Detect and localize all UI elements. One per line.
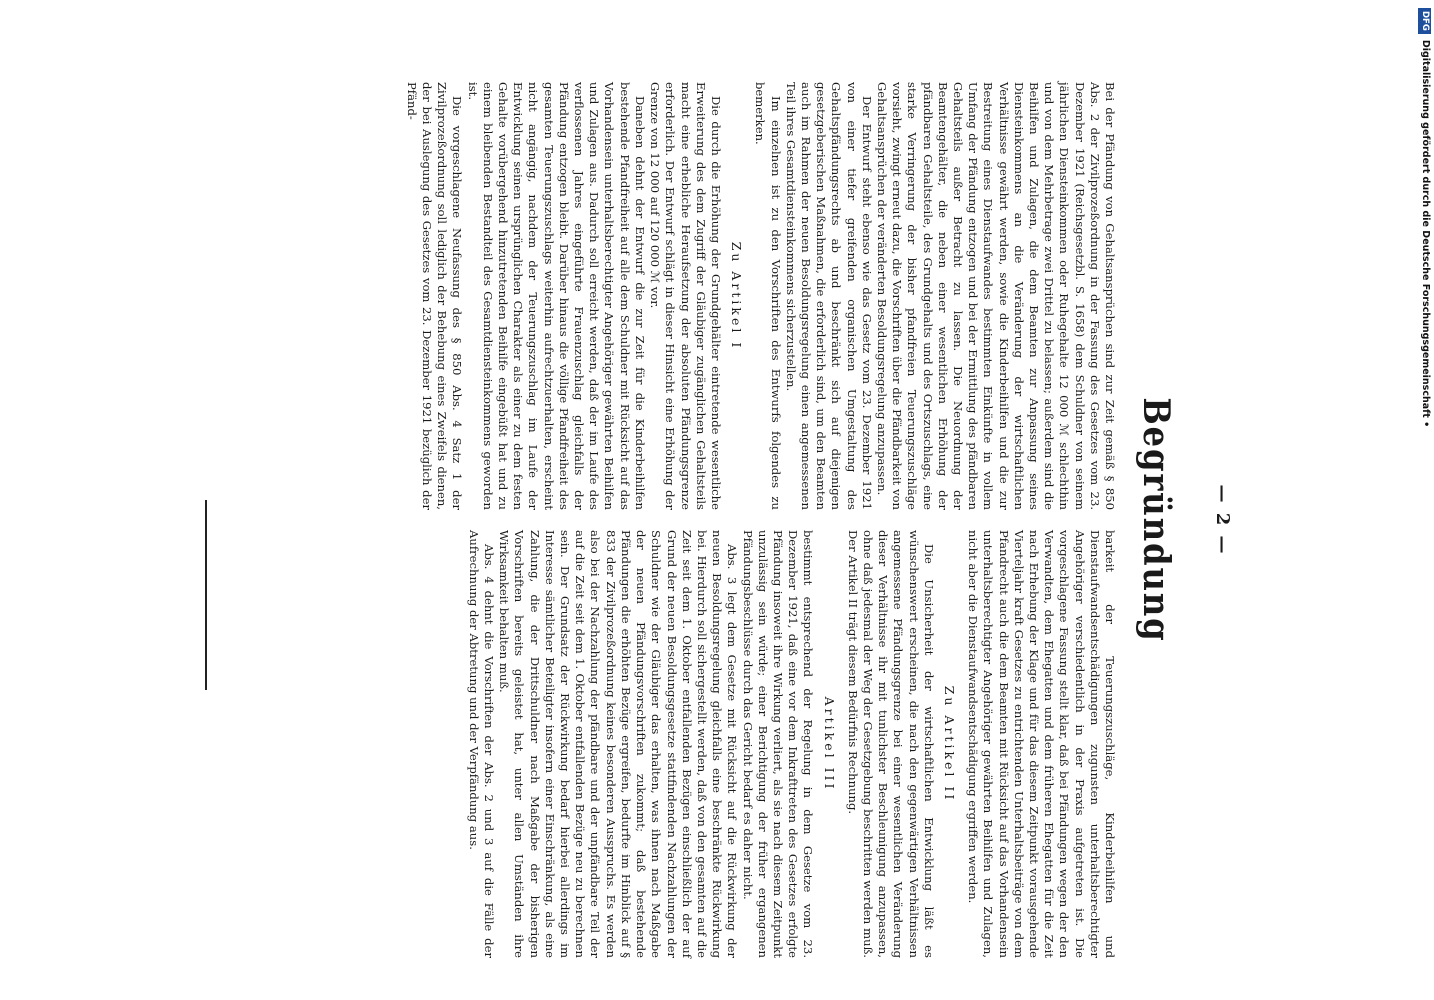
section-heading-artikel-2: Zu Artikel II — [941, 685, 957, 803]
paragraph: Im einzelnen ist zu den Vorschriften des Entwurfs folgendes zu bemerken. — [753, 82, 783, 510]
dfg-logo-icon: DFG — [1419, 8, 1432, 34]
paragraph: Abs. 3 legt dem Gesetze mit Rücksicht auf die Rückwirkung der neuen Besoldungsregelung gleichfalls eine beschränkte Rückwirkung bei. Hierdurch soll sichergestellt werden, daß von den gesamten auf die Zeit seit dem 1. Oktober entfallenden Bezügen einschließlich der auf Grund der neuen Besoldungsgesetze stattfindenden Nachzahlungen der Schuldner wie der Gläubiger das erhalten, was ihnen nach Maßgabe der neuen Pfändungsvorschriften zukommt; daß bestehende Pfändungen die erhöhten Bezüge ergreifen, bedurfte im Hinblick auf § 833 der Zivilprozeßordnung keines besonderen Ausspruchs. Es werden also bei der Nachzahlung der pfändbare und der unpfändbare Teil der auf die Zeit seit dem 1. Oktober entfallenden Bezüge neu zu berechnen sein. Der Grundsatz der Rückwirkung bedarf hierbei allerdings im Interesse sämtlicher Beteiligter insofern einer Einschränkung, als eine Zahlung, die der Drittschuldner nach Maßgabe der bisherigen Vorschriften bereits geleistet hat, unter allen Umständen ihre Wirksamkeit behalten muß. — [497, 530, 740, 958]
paragraph: Abs. 4 dehnt die Vorschriften der Abs. 2 und 3 auf die Fälle der Aufrechnung der Abtretung und der Verpfändung aus. — [466, 530, 497, 958]
paragraph: Daneben dehnt der Entwurf die zur Zeit für die Kinderbeihilfen bestehende Pfandfreiheit auf alle dem Schuldner mit Rücksicht auf das Vorhandensein unterhaltsberechtigter Angehöriger gewährten Beihilfen und Zulagen aus. Dadurch soll erreicht werden, daß der im Laufe des verflossenen Jahres eingeführte Frauenzuschlag gleichfalls der Pfändung entzogen bleibt. Darüber hinaus die völlige Pfandfreiheit des gesamten Teuerungszuschlags weiterhin aufrechtzuerhalten, erscheint nicht angängig, nachdem der Teuerungszuschlag im Laufe der Entwicklung seinen ursprünglichen Charakter als einer zu dem festen Gehalte vorübergehend hinzutretenden Beihilfe eingebüßt hat und zu einem bleibenden Bestandteil des Gesamtdiensteinkommens geworden ist. — [465, 82, 647, 510]
document-page — [167, 70, 1257, 970]
credit-text: Digitalisierung gefördert durch die Deutsche Forschungsgemeinschaft • — [1420, 39, 1431, 428]
credit-text-container — [1418, 8, 1432, 992]
section-heading-artikel-3: Artikel III — [821, 696, 837, 792]
paragraph: Bei der Pfändung von Gehaltsansprüchen sind zur Zeit gemäß § 850 Abs. 2 der Zivilprozeßordnung in der Fassung des Gesetzes vom 23. Dezember 1921 (Reichsgesetzbl. S. 1658) dem Schuldner von seinem jährlichen Diensteinkommen oder Ruhegehalte 12 000 ℳ schlechthin und von dem Mehrbetrage zwei Drittel zu belassen; außerdem sind die Beihilfen und Zulagen, die dem Beamten zur Anpassung seines Diensteinkommens an die Veränderung der wirtschaftlichen Verhältnisse gewährt werden, sowie die Kinderbeihilfen und die zur Bestreitung eines Dienstaufwandes bestimmten Einkünfte in vollem Umfang der Pfändung entzogen und bei der Ermittlung des pfändbaren Gehaltsteils außer Betracht zu lassen. Die Neuordnung der Beamtengehälter, die neben einer wesentlichen Erhöhung der pfändbaren Gehaltsteile, des Grundgehalts und des Ortszuschlags, eine starke Verringerung der bisher pfandfreien Teuerungszuschläge vorsieht, zwingt erneut dazu, die Vorschriften über die Pfändbarkeit von Gehaltsansprüchen der veränderten Besoldungsregelung anzupassen. — [874, 82, 1117, 510]
paragraph: Die Unsicherheit der wirtschaftlichen Entwicklung läßt es wünschenswert erscheinen, die nach den gegenwärtigen Verhältnissen angemessene Pfändungsgrenze bei einer wesentlichen Veränderung dieser Verhältnisse ihr mit tunlichster Beschleunigung anzupassen, ohne daß jedesmal der Weg der Gesetzgebung beschritten werden muß. Der Artikel II trägt diesem Bedürfnis Rechnung. — [845, 530, 936, 958]
paragraph: barkeit der Teuerungszuschläge, Kinderbeihilfen und Dienstaufwandsentschädigungen zugunsten unterhaltsberechtigter Angehöriger verschiedentlich in der Praxis aufgetreten ist. Die vorgeschlagene Fassung stellt klar, daß bei Pfändungen wegen der den Verwandten, dem Ehegatten und dem früheren Ehegatten für die Zeit nach Erhebung der Klage und für das diesem Zeitpunkt vorausgehende Vierteljahr kraft Gesetzes zu entrichtenden Unterhaltsbeiträge von dem Pfandrecht auch die dem Beamten mit Rücksicht auf das Vorhandensein unterhaltsberechtigter Angehöriger gewährten Beihilfen und Zulagen, nicht aber die Dienstaufwandsentschädigung ergriffen werden. — [966, 530, 1117, 958]
page-number: — 2 — — [1212, 484, 1233, 556]
page-title: Begründung — [1135, 397, 1177, 643]
paragraph: Die vorgeschlagene Neufassung des § 850 Abs. 4 Satz 1 der Zivilprozeßordnung soll lediglich der Behebung eines Zweifels dienen, der bei Auslegung des Gesetzes vom 23. Dezember 1921 bezüglich der Pfänd- — [404, 82, 465, 510]
paragraph: Der Entwurf steht ebenso wie das Gesetz vom 23. Dezember 1921 von einer tiefer greifenden organischen Umgestaltung des Gehaltspfändungsrechts ab und beschränkt sich auf diejenigen gesetzgeberischen Maßnahmen, die erforderlich sind, um den Beamten auch im Rahmen der neuen Besoldungsregelung einen angemessenen Teil ihres Gesamtdiensteinkommens sicherzustellen. — [783, 82, 874, 510]
left-column — [404, 82, 1117, 510]
digitization-credit-sidebar — [1418, 8, 1432, 992]
paragraph: bestimmt entsprechend der Regelung in dem Gesetze vom 23. Dezember 1921, daß eine vor dem Inkrafttreten des Gesetzes erfolgte Pfändung insoweit ihre Wirkung verliert, als sie nach diesem Zeitpunkt unzulässig sein würde; einer Berichtigung der früher ergangenen Pfändungsbeschlüsse durch das Gericht bedarf es daher nicht. — [740, 530, 816, 958]
section-heading-artikel-1: Zu Artikel I — [729, 241, 745, 351]
end-rule-divider — [205, 500, 207, 690]
paragraph: Die durch die Erhöhung der Grundgehälter eintretende wesentliche Erweiterung des dem Zugriff der Gläubiger zugänglichen Gehaltsteils macht eine erhebliche Heraufsetzung der absoluten Pfändungsgrenze erforderlich. Der Entwurf schlägt in dieser Hinsicht eine Erhöhung der Grenze von 12 000 auf 120 000 ℳ vor. — [648, 82, 723, 510]
right-column — [466, 530, 1117, 958]
